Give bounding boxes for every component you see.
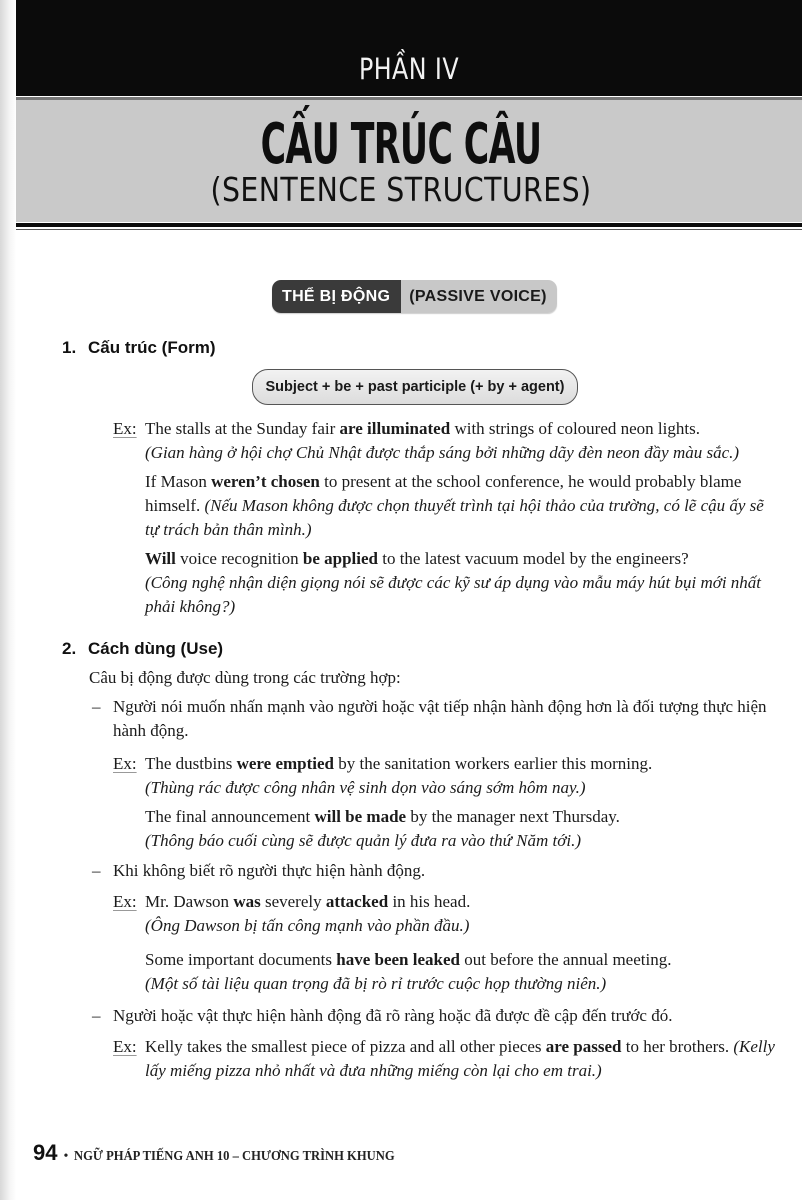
footer-bullet: • bbox=[63, 1149, 69, 1164]
page-footer bbox=[33, 1140, 431, 1166]
example-sentence: Some important documents have been leaked out before the annual meeting. (Một số tài liệu quan trọng đã bị rò rỉ trước cuộc họp thường niên.) bbox=[145, 950, 672, 993]
section-title: Cách dùng (Use) bbox=[88, 639, 224, 658]
part-label: PHẦN IV bbox=[359, 52, 459, 86]
list-dash: – bbox=[92, 861, 101, 880]
example-translation: (Thông báo cuối cùng sẽ được quản lý đưa ra vào thứ Năm tới.) bbox=[145, 831, 581, 850]
banner-bottom-thin-rule bbox=[16, 229, 802, 230]
example-translation: (Công nghệ nhận diện giọng nói sẽ được các kỹ sư áp dụng vào mẫu máy hút bụi mới nhất phải không?) bbox=[145, 573, 762, 616]
section-heading-use bbox=[62, 639, 223, 659]
list-dash: – bbox=[92, 1006, 101, 1025]
example-label: Ex: bbox=[113, 1037, 137, 1056]
chapter-banner-dark bbox=[16, 0, 802, 96]
example-translation: (Gian hàng ở hội chợ Chủ Nhật được thắp sáng bởi những dãy đèn neon đầy màu sắc.) bbox=[145, 443, 740, 462]
chapter-title: CẤU TRÚC CÂU bbox=[260, 112, 542, 177]
book-title: NGỮ PHÁP TIẾNG ANH 10 – CHƯƠNG TRÌNH KHUNG bbox=[74, 1149, 396, 1164]
example-sentence: If Mason weren’t chosen to present at the school conference, he would probably blame himself. (Nếu Mason không được chọn thuyết trình tại hội thảo của trường, có lẽ cậu ấy sẽ tự trách bản thân mình.) bbox=[145, 472, 764, 539]
example-translation: (Nếu Mason không được chọn thuyết trình tại hội thảo của trường, có lẽ cậu ấy sẽ tự trách bản thân mình.) bbox=[145, 496, 764, 539]
usage-case: Người hoặc vật thực hiện hành động đã rõ ràng hoặc đã được đề cập đến trước đó. bbox=[113, 1006, 673, 1025]
section-title: Cấu trúc (Form) bbox=[88, 338, 216, 357]
example-label: Ex: bbox=[113, 892, 137, 911]
topic-badge-en: (PASSIVE VOICE) bbox=[401, 280, 557, 313]
example-label: Ex: bbox=[113, 419, 137, 438]
topic-badge-vn: THỂ BỊ ĐỘNG bbox=[272, 280, 401, 313]
banner-bottom-rule bbox=[16, 223, 802, 227]
example-translation: (Ông Dawson bị tấn công mạnh vào phần đầu.) bbox=[145, 916, 470, 935]
example-label: Ex: bbox=[113, 754, 137, 773]
section-number: 2. bbox=[62, 639, 77, 658]
example-sentence: The final announcement will be made by the manager next Thursday. (Thông báo cuối cùng sẽ được quản lý đưa ra vào thứ Năm tới.) bbox=[145, 807, 620, 850]
page-edge-shadow bbox=[0, 0, 16, 1200]
example-sentence: The dustbins were emptied by the sanitation workers earlier this morning. (Thùng rác được công nhân vệ sinh dọn vào sáng sớm hôm nay.) bbox=[145, 754, 653, 797]
example-translation: (Kelly lấy miếng pizza nhỏ nhất và đưa những miếng còn lại cho em trai.) bbox=[145, 1037, 775, 1080]
example-sentence: The stalls at the Sunday fair are illuminated with strings of coloured neon lights. (Gian hàng ở hội chợ Chủ Nhật được thắp sáng bởi những dãy đèn neon đầy màu sắc.) bbox=[145, 419, 740, 462]
usage-case: Người nói muốn nhấn mạnh vào người hoặc vật tiếp nhận hành động hơn là đối tượng thực hiện hành động. bbox=[113, 697, 767, 740]
list-dash: – bbox=[92, 697, 101, 716]
formula-box: Subject + be + past participle (+ by + agent) bbox=[252, 369, 578, 405]
example-translation: (Một số tài liệu quan trọng đã bị rò rỉ trước cuộc họp thường niên.) bbox=[145, 974, 607, 993]
usage-case: Khi không biết rõ người thực hiện hành động. bbox=[113, 861, 426, 880]
section-intro: Câu bị động được dùng trong các trường hợp: bbox=[89, 668, 401, 687]
section-heading-form bbox=[62, 338, 216, 358]
page-number: 94 bbox=[33, 1140, 58, 1165]
example-sentence: Mr. Dawson was severely attacked in his head. (Ông Dawson bị tấn công mạnh vào phần đầu.) bbox=[145, 892, 471, 935]
section-number: 1. bbox=[62, 338, 77, 357]
chapter-subtitle: (SENTENCE STRUCTURES) bbox=[210, 170, 592, 209]
example-sentence: Will voice recognition be applied to the latest vacuum model by the engineers? (Công nghệ nhận diện giọng nói sẽ được các kỹ sư áp dụng vào mẫu máy hút bụi mới nhất phải không?) bbox=[145, 549, 762, 616]
example-translation: (Thùng rác được công nhân vệ sinh dọn vào sáng sớm hôm nay.) bbox=[145, 778, 586, 797]
topic-badge bbox=[272, 280, 557, 313]
example-sentence: Kelly takes the smallest piece of pizza and all other pieces are passed to her brothers. (Kelly lấy miếng pizza nhỏ nhất và đưa những miếng còn lại cho em trai.) bbox=[145, 1037, 775, 1080]
